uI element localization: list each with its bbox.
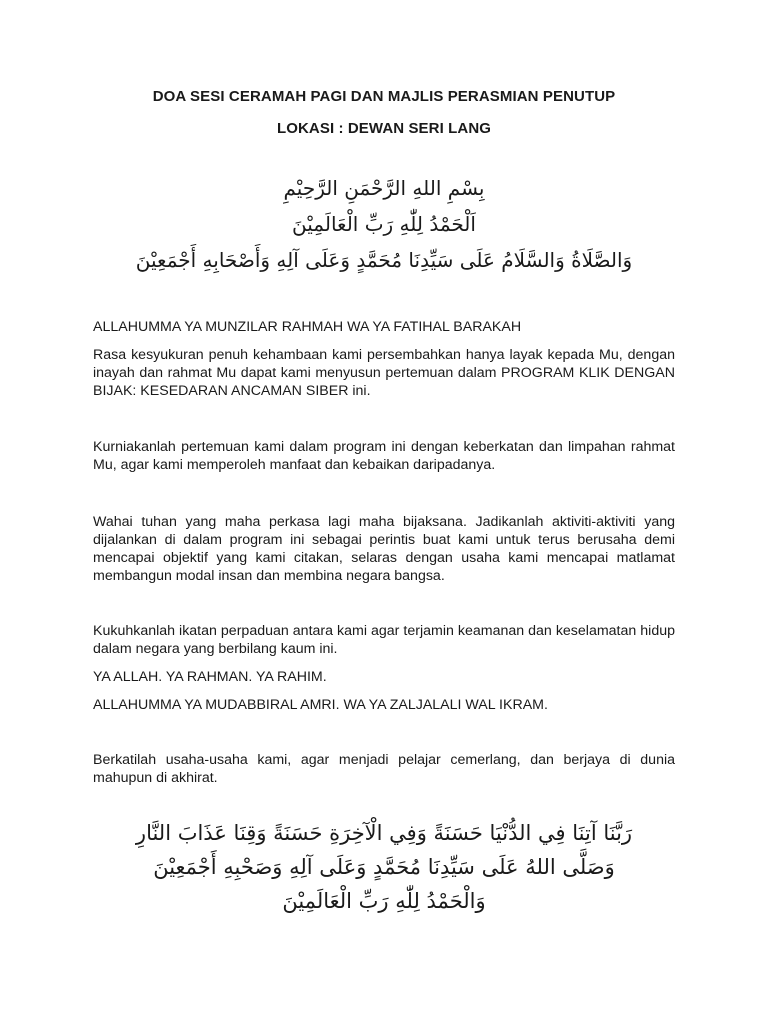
arabic-hamdalah-line: اَلْحَمْدُ لِلّٰهِ رَبِّ الْعَالَمِيْنَ	[292, 212, 476, 236]
paragraph-allahumma-mudabbiral: ALLAHUMMA YA MUDABBIRAL AMRI. WA YA ZALJALALI WAL IKRAM.	[93, 697, 548, 713]
arabic-opening	[80, 170, 688, 278]
paragraph-berkatilah: Berkatilah usaha-usaha kami, agar menjadi pelajar cemerlang, dan berjaya di dunia mahupun di akhirat.	[93, 752, 675, 786]
paragraph-ya-allah: YA ALLAH. YA RAHMAN. YA RAHIM.	[93, 669, 327, 685]
arabic-salawat-closing-line: وَصَلَّى اللهُ عَلَى سَيِّدِنَا مُحَمَّدٍ وَعَلَى آلِهِ وَصَحْبِهِ أَجْمَعِيْنَ	[153, 855, 615, 879]
location-heading: LOKASI : DEWAN SERI LANG	[276, 120, 492, 137]
paragraph-wahai-tuhan: Wahai tuhan yang maha perkasa lagi maha bijaksana. Jadikanlah aktiviti-aktiviti yang dijalankan di dalam program ini sebagai perintis buat kami untuk terus berusaha demi mencapai objektif yang kami citakan, selaras dengan usaha kami mencapai matlamat membangun modal insan dan membina negara bangsa.	[93, 514, 675, 584]
paragraph-kukuhkanlah: Kukuhkanlah ikatan perpaduan antara kami agar terjamin keamanan dan keselamatan hidup dalam negara yang berbilang kaum ini.	[93, 623, 675, 657]
document-title: DOA SESI CERAMAH PAGI DAN MAJLIS PERASMIAN PENUTUP	[152, 88, 616, 105]
paragraph-kurniakanlah: Kurniakanlah pertemuan kami dalam program ini dengan keberkatan dan limpahan rahmat Mu, agar kami memperoleh manfaat dan kebaikan daripadanya.	[93, 439, 675, 473]
arabic-rabbana-line: رَبَّنَا آتِنَا فِي الدُّنْيَا حَسَنَةً وَفِي الْآخِرَةِ حَسَنَةً وَقِنَا عَذَابَ النَّارِ	[135, 821, 633, 845]
paragraph-allahumma-munzilar: ALLAHUMMA YA MUNZILAR RAHMAH WA YA FATIHAL BARAKAH	[93, 319, 522, 335]
arabic-closing	[80, 816, 688, 918]
arabic-hamdalah-closing-line: وَالْحَمْدُ لِلّٰهِ رَبِّ الْعَالَمِيْنَ	[282, 889, 486, 913]
paragraph-rasa-kesyukuran: Rasa kesyukuran penuh kehambaan kami persembahkan hanya layak kepada Mu, dengan inayah dan rahmat Mu dapat kami menyusun pertemuan dalam PROGRAM KLIK DENGAN BIJAK: KESEDARAN ANCAMAN SIBER ini.	[93, 347, 675, 399]
arabic-salawat-line: وَالصَّلَاةُ وَالسَّلَامُ عَلَى سَيِّدِنَا مُحَمَّدٍ وَعَلَى آلِهِ وَأَصْحَابِهِ أَجْمَعِيْنَ	[135, 248, 633, 272]
arabic-basmalah-line: بِسْمِ اللهِ الرَّحْمَنِ الرَّحِيْمِ	[283, 176, 485, 200]
